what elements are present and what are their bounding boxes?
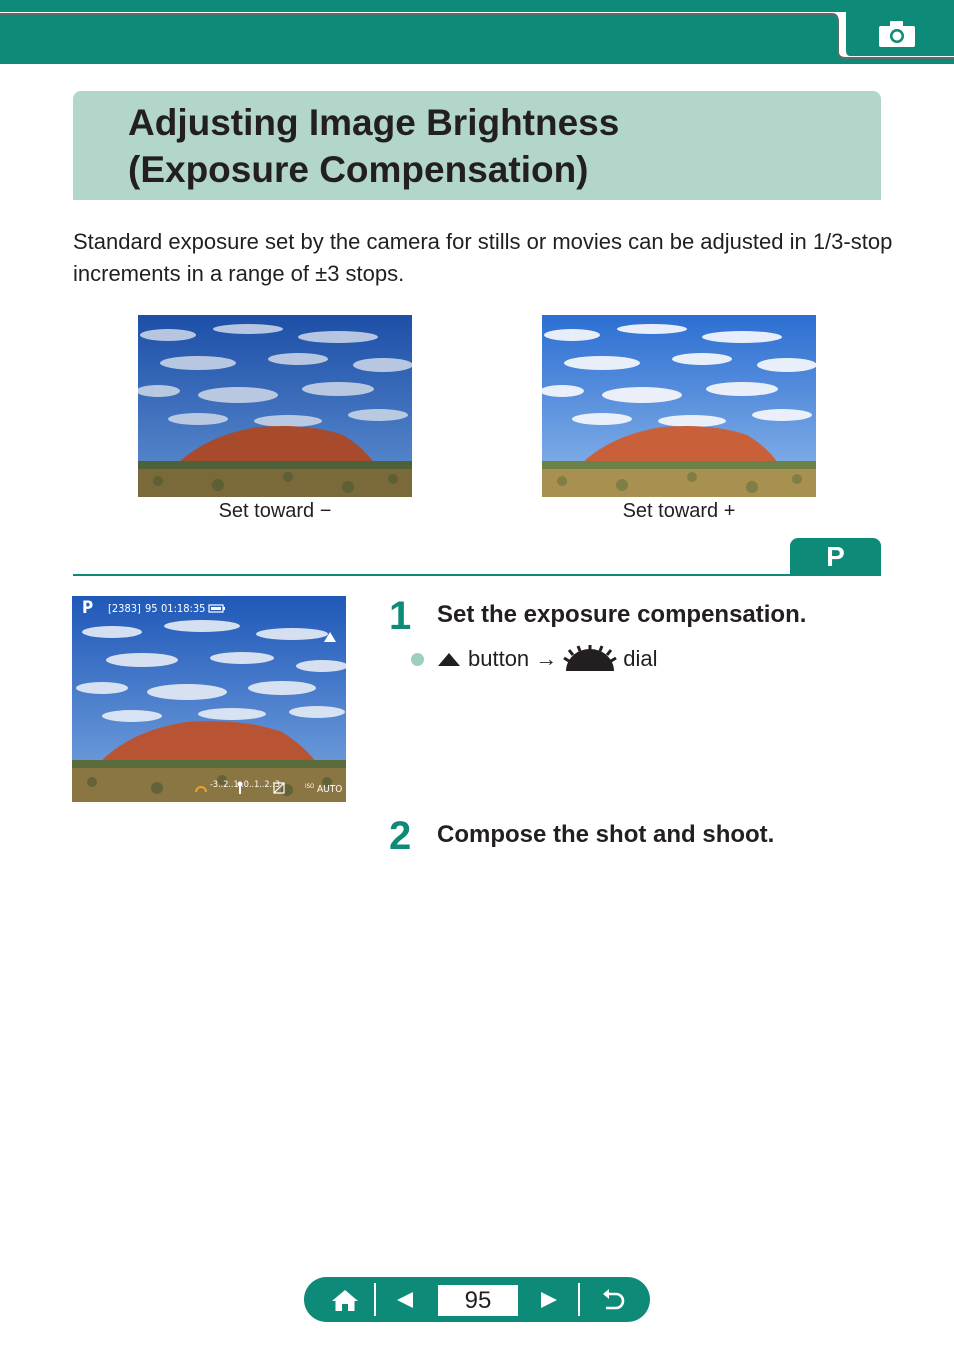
lcd-time: 01:18:35: [161, 602, 206, 615]
title-line-2: (Exposure Compensation): [128, 149, 589, 190]
step-2-title: Compose the shot and shoot.: [437, 821, 775, 848]
step-1-instruction: [411, 644, 658, 674]
up-triangle-icon: [437, 651, 461, 667]
prev-arrow-icon: [395, 1290, 415, 1310]
top-bar: [0, 0, 954, 64]
intro-text: Standard exposure set by the camera for stills or movies can be adjusted in 1/3-stop increments in a range of ±3 stops.: [73, 229, 893, 286]
return-icon: [600, 1288, 626, 1312]
previous-page-button[interactable]: [382, 1277, 428, 1322]
nav-separator: [374, 1283, 376, 1316]
title-banner: [73, 91, 881, 200]
home-button[interactable]: [320, 1277, 370, 1322]
bullet-dot: [411, 653, 424, 666]
caption-darker: Set toward −: [218, 500, 332, 522]
nav-separator: [578, 1283, 580, 1316]
lcd-mode: P: [82, 598, 94, 618]
caption-brighter: Set toward +: [622, 500, 736, 522]
step-1-dial-text: dial: [623, 646, 658, 671]
step-2-number: 2: [389, 814, 412, 858]
lcd-iso-label: ISO: [305, 783, 315, 790]
next-page-button[interactable]: [526, 1277, 572, 1322]
lcd-iso: AUTO: [317, 784, 343, 795]
uluru-brighter-photo: [542, 315, 816, 497]
page-navigation: [304, 1277, 650, 1322]
mode-tab-p: P: [790, 538, 881, 576]
lcd-shots-count: 95: [145, 602, 158, 615]
lcd-shots-remaining: [2383]: [108, 602, 141, 615]
step-1-number: 1: [389, 594, 412, 638]
home-icon: [331, 1288, 359, 1312]
step-1-button-text: button →: [468, 646, 558, 671]
page-title: [128, 99, 619, 193]
return-button[interactable]: [588, 1277, 638, 1322]
section-rule: [73, 574, 881, 576]
lcd-exposure-scale: -3..2..1..0..1..2.:3: [210, 780, 280, 790]
page-number[interactable]: 95: [437, 1284, 519, 1317]
uluru-darker-photo: [138, 315, 412, 497]
next-arrow-icon: [539, 1290, 559, 1310]
title-line-1: Adjusting Image Brightness: [128, 102, 620, 143]
camera-lcd-screen: [72, 596, 346, 802]
step-1-title: Set the exposure compensation.: [437, 601, 807, 628]
main-dial-icon: [563, 645, 617, 673]
